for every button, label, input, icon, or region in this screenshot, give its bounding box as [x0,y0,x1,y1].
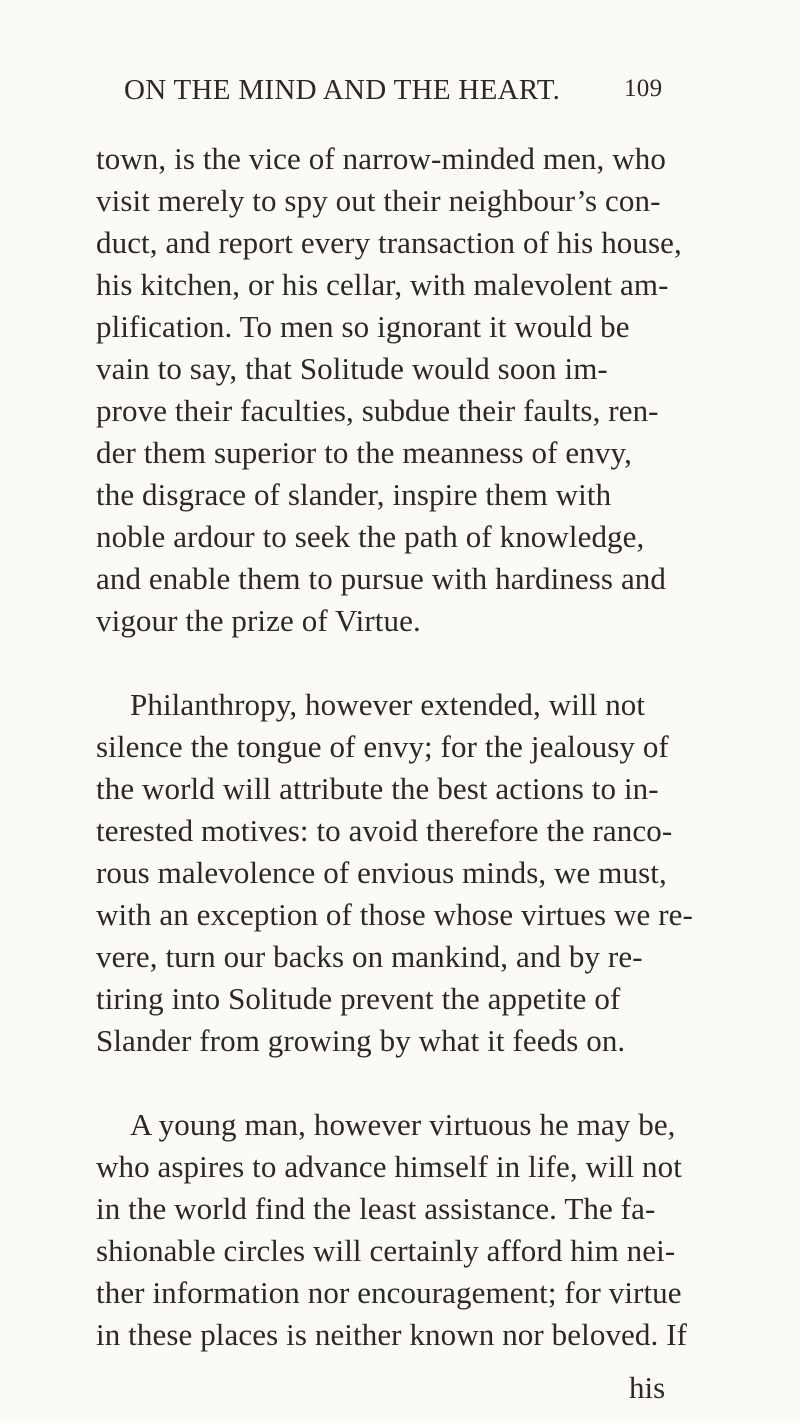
text-line: silence the tongue of envy; for the jealousy of [96,729,669,764]
text-line: vain to say, that Solitude would soon im- [96,351,608,386]
text-line: vere, turn our backs on mankind, and by re- [96,939,643,974]
text-line: duct, and report every transaction of his house, [96,225,682,260]
text-line: who aspires to advance himself in life, will not [96,1149,682,1184]
text-line: and enable them to pursue with hardiness and [96,561,666,596]
text-line: noble ardour to seek the path of knowledge, [96,519,645,554]
text-line: his kitchen, or his cellar, with malevolent am- [96,267,669,302]
text-line: town, is the vice of narrow-minded men, who [96,141,666,176]
text-line: der them superior to the meanness of envy, [96,435,632,470]
text-line: with an exception of those whose virtues we re- [96,897,693,932]
page-number: 109 [624,75,663,102]
text-line: tiring into Solitude prevent the appetite of [96,981,621,1016]
text-line: in these places is neither known nor beloved. If [96,1317,688,1352]
text-line: the world will attribute the best actions to in- [96,771,659,806]
text-line: the disgrace of slander, inspire them with [96,477,612,512]
text-line: plification. To men so ignorant it would be [96,309,630,344]
text-line: rous malevolence of envious minds, we must, [96,855,667,890]
text-line: in the world find the least assistance. The fa- [96,1191,656,1226]
text-line: prove their faculties, subdue their faults, ren- [96,393,659,428]
text-line: terested motives: to avoid therefore the ranco- [96,813,673,848]
paragraph-start-line: A young man, however virtuous he may be, [130,1107,676,1142]
text-line: ther information nor encouragement; for virtue [96,1275,682,1310]
text-line: vigour the prize of Virtue. [96,603,421,638]
text-line: shionable circles will certainly afford him nei- [96,1233,676,1268]
text-line: visit merely to spy out their neighbour’s con- [96,183,661,218]
catchword: his [629,1370,666,1405]
text-line: Slander from growing by what it feeds on. [96,1023,626,1058]
running-title: ON THE MIND AND THE HEART. [124,74,561,106]
paragraph-start-line: Philanthropy, however extended, will not [130,687,646,722]
